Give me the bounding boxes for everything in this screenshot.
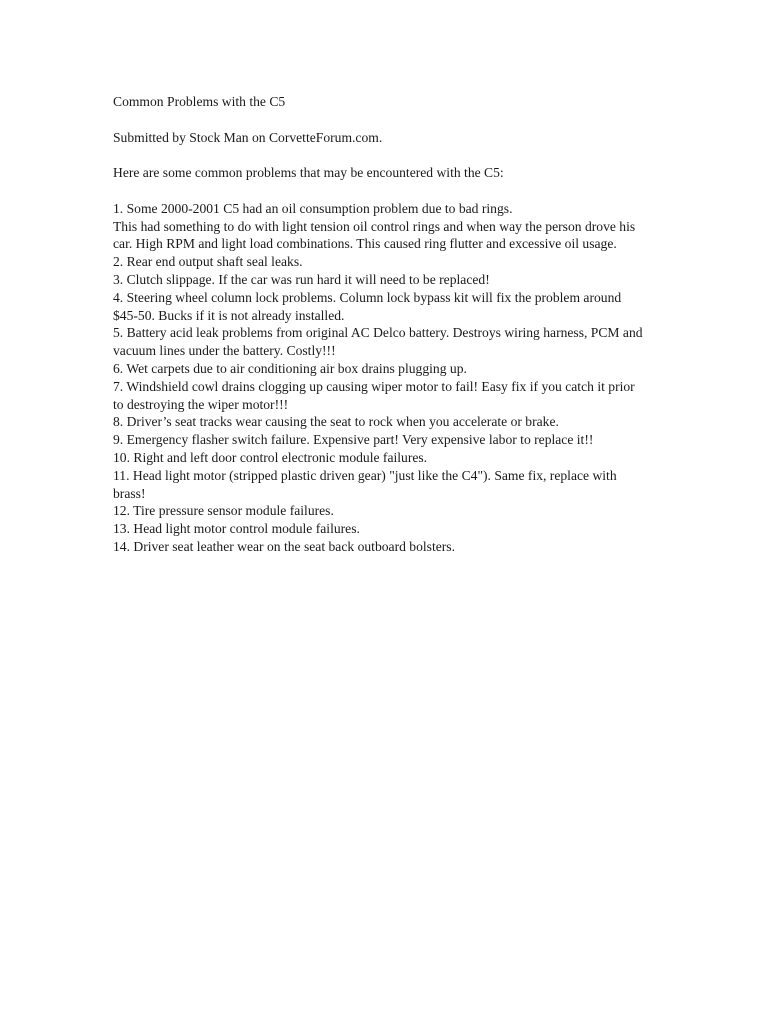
list-item: 6. Wet carpets due to air conditioning air box drains plugging up. (113, 360, 467, 376)
list-item: 14. Driver seat leather wear on the seat back outboard bolsters. (113, 538, 455, 554)
list-item: 4. Steering wheel column lock problems. Column lock bypass kit will fix the problem around $45-50. Bucks if it is not already installed. (113, 289, 622, 323)
list-item: 9. Emergency flasher switch failure. Expensive part! Very expensive labor to replace it!! (113, 432, 594, 448)
spacer (113, 182, 643, 200)
spacer (113, 111, 643, 129)
list-item: 5. Battery acid leak problems from original AC Delco battery. Destroys wiring harness, PCM and vacuum lines under the battery. Costly!!! (113, 325, 643, 359)
list-item: 3. Clutch slippage. If the car was run hard it will need to be replaced! (113, 271, 490, 287)
list-item: 7. Windshield cowl drains clogging up causing wiper motor to fail! Easy fix if you catch it prior to destroying the wiper motor!!! (113, 378, 635, 412)
list-item: 2. Rear end output shaft seal leaks. (113, 254, 303, 270)
list-item: 13. Head light motor control module failures. (113, 521, 360, 537)
list-item: 12. Tire pressure sensor module failures. (113, 503, 334, 519)
list-item: 1. Some 2000-2001 C5 had an oil consumption problem due to bad rings. (113, 200, 513, 216)
list-item: 11. Head light motor (stripped plastic driven gear) "just like the C4"). Same fix, replace with brass! (113, 467, 617, 501)
intro-text: Here are some common problems that may be encountered with the C5: (113, 165, 504, 181)
problem-list (113, 200, 643, 556)
list-item: 10. Right and left door control electronic module failures. (113, 449, 428, 465)
byline: Submitted by Stock Man on CorvetteForum.com. (113, 129, 383, 145)
list-item: 8. Driver’s seat tracks wear causing the seat to rock when you accelerate or brake. (113, 414, 559, 430)
document-title: Common Problems with the C5 (113, 94, 286, 109)
document-body (113, 93, 643, 556)
spacer (113, 146, 643, 164)
list-item: This had something to do with light tension oil control rings and when way the person drove his car. High RPM and light load combinations. This caused ring flutter and excessive oil usage. (113, 218, 636, 252)
